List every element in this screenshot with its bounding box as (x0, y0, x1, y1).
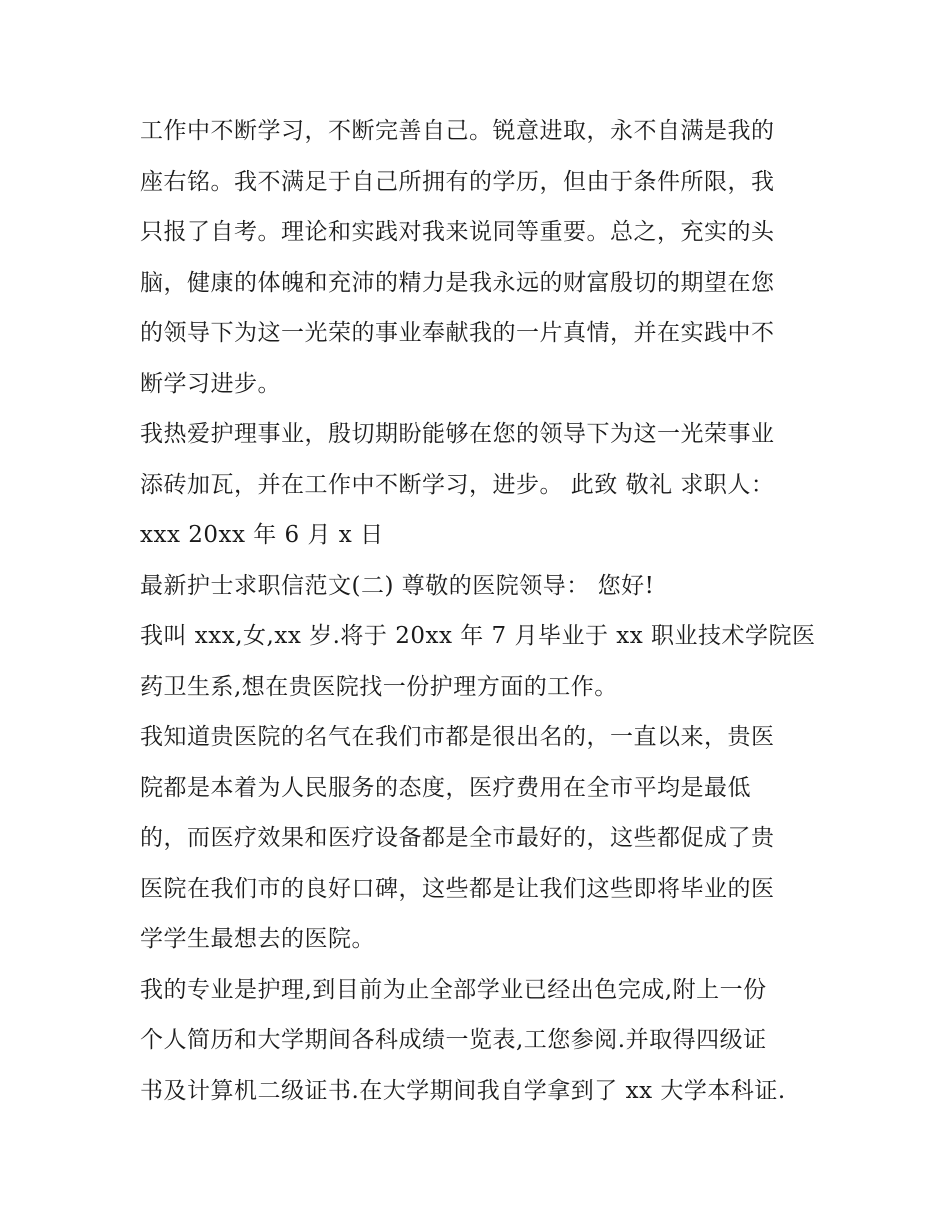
text-line: 工作中不断学习，不断完善自己。锐意进取，永不自满是我的 (140, 118, 775, 144)
text-line: 药卫生系,想在贵医院找一份护理方面的工作。 (140, 673, 618, 700)
text-line: 院都是本着为人民服务的态度，医疗费用在全市平均是最低 (140, 774, 751, 801)
section-heading: 最新护士求职信范文(二) 尊敬的医院领导： 您好! (140, 572, 655, 599)
text-line: 的领导下为这一光荣的事业奉献我的一片真情，并在实践中不 (140, 320, 775, 346)
text-line: 我的专业是护理,到目前为止全部学业已经出色完成,附上一份 (140, 976, 767, 1003)
text-line: 断学习进步。 (140, 370, 281, 397)
text-line: 学学生最想去的医院。 (140, 926, 375, 952)
text-line: 个人简历和大学期间各科成绩一览表,工您参阅.并取得四级证 (140, 1027, 767, 1053)
text-line: 脑，健康的体魄和充沛的精力是我永远的财富殷切的期望在您 (140, 269, 775, 296)
text-line: 我知道贵医院的名气在我们市都是很出名的，一直以来，贵医 (140, 724, 775, 750)
document-body (140, 106, 820, 1116)
text-line: 我叫 xxx,女,xx 岁.将于 20xx 年 7 月毕业于 xx 职业技术学院医 (140, 623, 816, 649)
text-line: 我热爱护理事业，殷切期盼能够在您的领导下为这一光荣事业 (140, 421, 775, 447)
text-line: 的，而医疗效果和医疗设备都是全市最好的，这些都促成了贵 (140, 825, 775, 851)
date-line: xxx 20xx 年 6 月 x 日 (140, 522, 384, 548)
text-line: 医院在我们市的良好口碑，这些都是让我们这些即将毕业的医 (140, 875, 775, 902)
text-line: 只报了自考。理论和实践对我来说同等重要。总之，充实的头 (140, 219, 775, 245)
text-line: 座右铭。我不满足于自己所拥有的学历，但由于条件所限，我 (140, 168, 775, 195)
text-line: 书及计算机二级证书.在大学期间我自学拿到了 xx 大学本科证. (140, 1077, 786, 1104)
text-line: 添砖加瓦，并在工作中不断学习，进步。 此致 敬礼 求职人： (140, 471, 775, 498)
